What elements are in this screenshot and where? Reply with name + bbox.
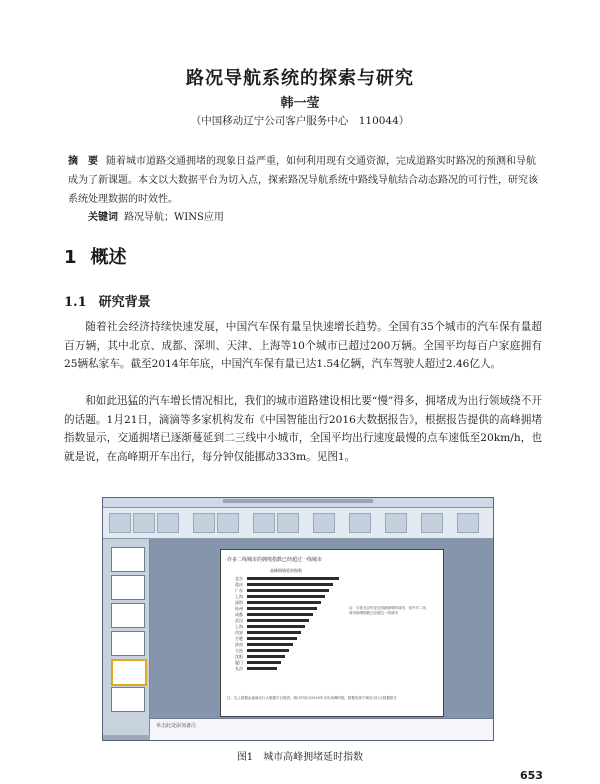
body-paragraph: 和如此迅猛的汽车增长情况相比，我们的城市道路建设相比要“慢”得多，拥堵成为出行领域绕不开的话题。1月21日，滴滴等多家机构发布《中国智能出行2016大数据报告》，根据报告提供的高峰拥堵指数显示，交通拥堵已逐渐蔓延到二三线中小城市，全国平均出行速度最慢的点车速低至20km/h，也就是说，在高峰期开车出行，每分钟仅能挪动333m。见图1。 [64,395,542,463]
section-number: 1 [64,247,77,268]
body-paragraph: 随着社会经济持续快速发展，中国汽车保有量呈快速增长趋势。全国有35个城市的汽车保有量超百万辆，其中北京、成都、深圳、天津、上海等10个城市已超过200万辆。全国平均每百户家庭拥有25辆私家车。截至2014年年底，中国汽车保有量已达1.54亿辆，汽车驾驶人超过2.46亿人。 [64,321,542,370]
keywords-text: 路况导航；WINS应用 [124,212,224,223]
figure-number: 图1 [236,752,254,763]
section-heading [64,243,127,269]
figure-caption [0,748,600,763]
paper-author: 韩一莹 [280,96,320,111]
keywords [88,208,224,223]
section-title: 概述 [90,247,127,268]
keywords-label: 关键词 [88,212,118,223]
subsection-title: 研究背景 [98,295,151,310]
paper-affiliation: （中国移动辽宁公司客户服务中心 110044） [190,115,410,127]
figure-slide: 许多二线城市的拥堵指数已经超过一线城市 高峰拥堵延时指数 北京 重庆 广东 上海 深圳 杭州 成都 武汉 上海 西安 合肥 济南 大连 沈阳 厦门 长沙 注：尽管北京仍是全国最拥堵的城市，但许多二线城市拥堵指数已经超过一线城市 注：以上数据由滴滴出行大数据平台提供，统计时间为2015年全年高峰时段，数据来源于城市出行大数据报告 [220,549,444,717]
subsection-heading [64,291,151,310]
figure-slide-area [150,539,493,740]
abstract-label: 摘 要 [68,156,98,167]
figure-ribbon [103,508,493,539]
figure-slide-thumbnails [103,539,150,735]
subsection-number: 1.1 [64,295,87,310]
figure-screenshot [102,497,494,741]
figure-notes-pane: 单击此处添加备注 [150,718,493,741]
paper-title: 路况导航系统的探索与研究 [186,68,414,89]
page-number: 653 [520,769,543,782]
figure-caption-text: 城市高峰拥堵延时指数 [263,752,364,763]
abstract [68,152,542,209]
abstract-text: 随着城市道路交通拥堵的现象日益严重，如何利用现有交通资源，完成道路实时路况的预测和导航成为了新课题。本文以大数据平台为切入点，探索路况导航系统中路线导航结合动态路况的可行性，研究该系统处理数据的时效性。 [68,156,538,205]
figure-window-titlebar [103,498,493,508]
